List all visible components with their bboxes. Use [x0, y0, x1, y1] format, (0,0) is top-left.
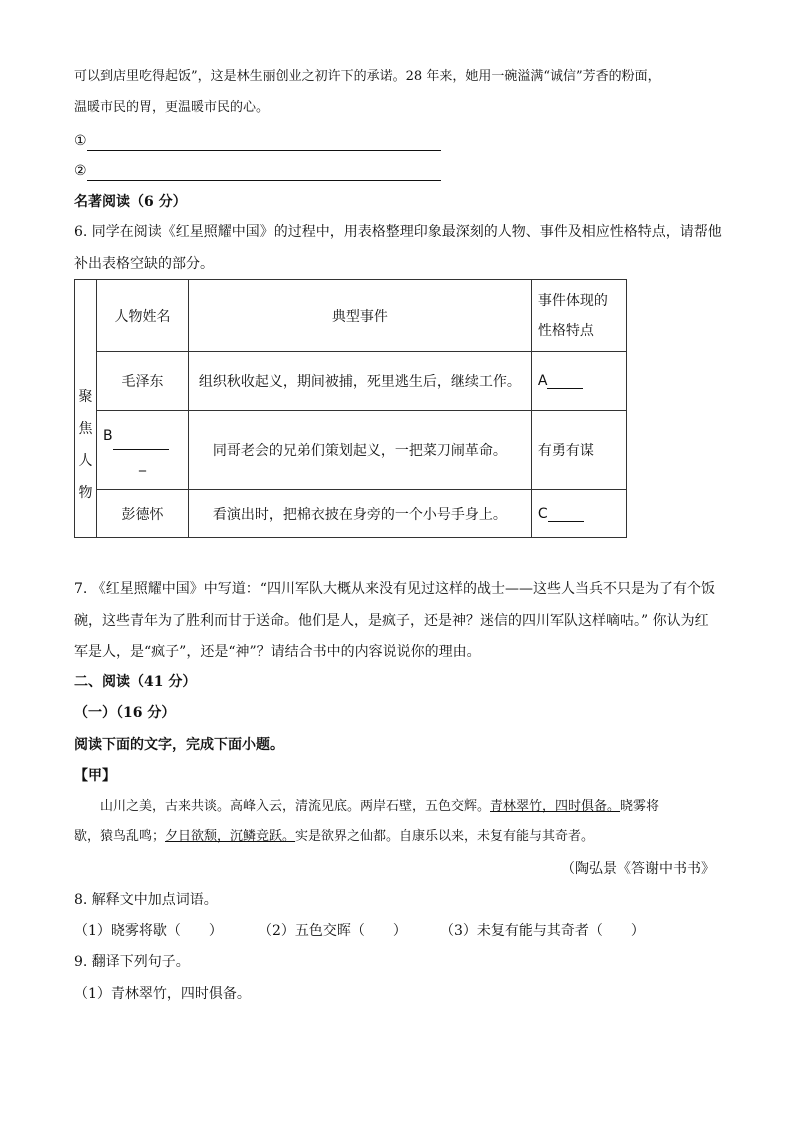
- row2-trait: 有勇有谋: [531, 411, 626, 490]
- para-line-2: 温暖市民的胃，更温暖市民的心。: [74, 100, 270, 115]
- q8-title: 8. 解释文中加点词语。: [74, 892, 218, 908]
- side-label: 聚 焦 人 物: [75, 280, 97, 538]
- answer-blank-2[interactable]: [74, 161, 441, 181]
- passage-source: （陶弘景《答谢中书书》: [561, 861, 715, 877]
- q9-title: 9. 翻译下列句子。: [74, 954, 190, 970]
- blank-number-2: ②: [74, 163, 87, 179]
- row1-name: 毛泽东: [96, 352, 188, 411]
- passage-line-2: 歇，猿鸟乱鸣；夕日欲颓，沉鳞竞跃。实是欲界之仙都。自康乐以来，未复有能与其奇者。: [74, 829, 595, 844]
- passage-line-1: 山川之美，古来共谈。高峰入云，清流见底。两岸石壁，五色交辉。青林翠竹，四时俱备。晓雾将: [100, 799, 660, 814]
- row2-name[interactable]: B _: [96, 411, 188, 490]
- passage-label-jia: 【甲】: [74, 768, 116, 784]
- reading-instruction: 阅读下面的文字，完成下面小题。: [74, 737, 284, 753]
- row3-trait[interactable]: C: [531, 490, 626, 538]
- header-name: 人物姓名: [96, 280, 188, 352]
- sub-section-heading: （一）（16 分）: [74, 705, 176, 721]
- q9-item-1: （1）青林翠竹，四时俱备。: [74, 986, 251, 1002]
- answer-blank-1[interactable]: [74, 131, 441, 151]
- header-trait: 事件体现的 性格特点: [531, 280, 626, 352]
- q8-item-2[interactable]: （2）五色交晖（ ）: [258, 923, 407, 939]
- q6-line-2: 补出表格空缺的部分。: [74, 256, 214, 272]
- section-heading-reading: 二、阅读（41 分）: [74, 674, 197, 690]
- q7-line-3: 军是人，是“疯子”，还是“神”？请结合书中的内容说说你的理由。: [74, 644, 481, 660]
- q7-line-2: 碗，这些青年为了胜利而甘于送命。他们是人，是疯子，还是神？迷信的四川军队这样嘀咕。” 你认为红: [74, 613, 709, 629]
- q8-item-1[interactable]: （1）晓雾将歇（ ）: [74, 923, 223, 939]
- row2-event: 同哥老会的兄弟们策划起义，一把菜刀闹革命。: [188, 411, 531, 490]
- character-table: [74, 279, 627, 538]
- q6-line-1: 6. 同学在阅读《红星照耀中国》的过程中，用表格整理印象最深刻的人物、事件及相应性格特点，请帮他: [74, 224, 722, 240]
- row3-event: 看演出时，把棉衣披在身旁的一个小号手身上。: [188, 490, 531, 538]
- section-heading-classics: 名著阅读（6 分）: [74, 194, 187, 210]
- q7-line-1: 7. 《红星照耀中国》中写道：“四川军队大概从来没有见过这样的战士——这些人当兵不只是为了有个饭: [74, 581, 715, 597]
- row3-name: 彭德怀: [96, 490, 188, 538]
- row1-event: 组织秋收起义，期间被捕，死里逃生后，继续工作。: [188, 352, 531, 411]
- row1-trait[interactable]: A: [531, 352, 626, 411]
- blank-number-1: ①: [74, 133, 87, 149]
- q8-item-3[interactable]: （3）未复有能与其奇者（ ）: [440, 923, 645, 939]
- blank-line-1: [87, 136, 441, 151]
- blank-line-2: [87, 166, 441, 181]
- header-event: 典型事件: [188, 280, 531, 352]
- para-line-1: 可以到店里吃得起饭”，这是林生丽创业之初许下的承诺。28 年来，她用一碗溢满“诚信”芳香的粉面，: [74, 69, 661, 84]
